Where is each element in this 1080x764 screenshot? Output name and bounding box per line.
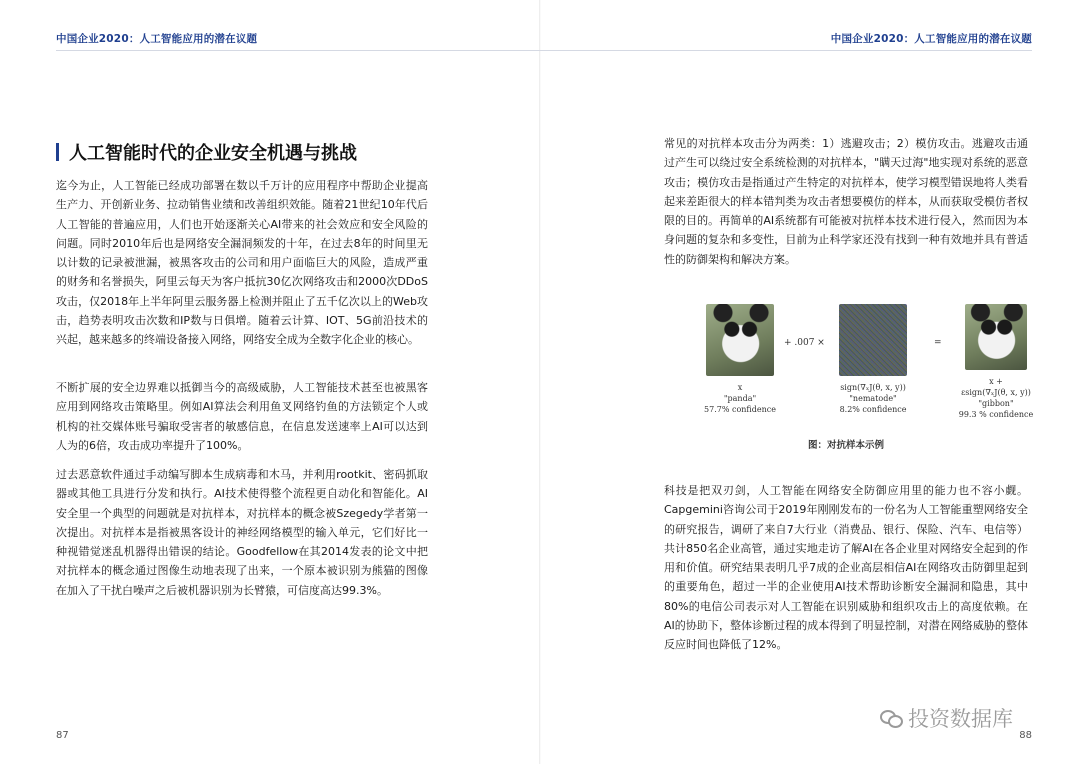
panel-math-top: x + (989, 377, 1003, 386)
header-rule (540, 50, 1032, 51)
panel-math: εsign(∇ₓJ(θ, x, y)) (961, 388, 1031, 397)
page-number-left: 87 (56, 730, 69, 741)
paragraph-threats: 不断扩展的安全边界难以抵御当今的高级威胁，人工智能技术甚至也被黑客应用到网络攻击策略里。例如AI算法会利用鱼叉网络钓鱼的方法锁定个人或机构的社交媒体账号骗取受害者的敏感信息，在信息发送速率上AI可以达到人为的6倍，攻击成功率提升了100%。 (56, 381, 428, 452)
panel-label: "panda" (723, 394, 757, 403)
panel-confidence: 99.3 % confidence (958, 410, 1034, 419)
paragraph-attack-types: 常见的对抗样本攻击分为两类：1）逃避攻击；2）模仿攻击。逃避攻击通过产生可以绕过安全系统检测的对抗样本，"瞒天过海"地实现对系统的恶意攻击；模仿攻击是指通过产生特定的对抗样本，使学习模型错误地将人类看起来差距很大的样本错判类为攻击者想要模仿的样本，从而获取受模仿者权限的目的。再简单的AI系统都有可能被对抗样本技术进行侵入，然而因为本身问题的复杂和多变性，目前为止科学家还没有找到一种有效地并具有普适性的防御架构和解决方案。 (664, 137, 1028, 266)
figure-caption: 图：对抗样本示例 (807, 440, 884, 451)
panel-label: "gibbon" (978, 399, 1014, 408)
noise-image (839, 304, 907, 376)
panel-math: sign(∇ₓJ(θ, x, y)) (840, 383, 906, 392)
watermark (880, 703, 1013, 733)
right-page (540, 0, 1080, 764)
figure-panel-panda (704, 304, 776, 415)
wechat-icon (880, 710, 902, 726)
panel-confidence: 57.7% confidence (704, 405, 776, 414)
title-accent-bar (56, 143, 59, 161)
section-title (56, 139, 357, 165)
panel-confidence: 8.2% confidence (839, 405, 907, 414)
paragraph-capgemini: 科技是把双刃剑，人工智能在网络安全防御应用里的能力也不容小觑。Capgemini咨询公司于2019年刚刚发布的一份名为人工智能重塑网络安全的研究报告，调研了来自7大行业（消费品、银行、保险、汽车、电信等）共计850名企业高管，通过实地走访了解AI在各企业里对网络安全起到的作用和价值。研究结果表明几乎7成的企业高层相信AI在网络攻击防御里起到的重要角色，超过一半的企业使用AI技术帮助诊断安全漏洞和隐患，其中80%的电信公司表示对人工智能在识别威胁和组织攻击上的高度依赖。在AI的协助下，整体诊断过程的成本得到了明显控制，对潜在网络威胁的整体反应时间也降低了12%。 (664, 484, 1028, 652)
page-number-right: 88 (1019, 730, 1032, 741)
paragraph-intro: 迄今为止，人工智能已经成功部署在数以千万计的应用程序中帮助企业提高生产力、开创新业务、拉动销售业绩和改善组织效能。随着21世纪10年代后人工智能的普遍应用，人们也开始逐渐关心AI带来的社会效应和安全风险的问题。同时2010年后也是网络安全漏洞频发的十年，在过去8年的时间里无以计数的记录被泄漏，被黑客攻击的公司和用户面临巨大的风险，造成严重的财务和名誉损失，阿里云每天为客户抵抗30亿次网络攻击和2000次DDoS攻击，仅2018年上半年阿里云服务器上检测并阻止了五千亿次以上的Web攻击，趋势表明攻击次数和IP数与日俱增。随着云计算、IOT、5G前沿技术的兴起，越来越多的终端设备接入网络，网络安全成为全数字化企业的核心。 (56, 179, 428, 347)
figure-equals: = (934, 338, 942, 348)
running-head-left: 中国企业2020：人工智能应用的潜在议题 (56, 33, 258, 45)
adversarial-panda-image (965, 304, 1027, 370)
header-rule (56, 50, 540, 51)
running-head-right: 中国企业2020：人工智能应用的潜在议题 (830, 33, 1032, 45)
panda-image (706, 304, 774, 376)
figure-panel-gibbon (948, 304, 1044, 420)
panel-label: "nematode" (849, 394, 897, 403)
paragraph-adversarial: 过去恶意软件通过手动编写脚本生成病毒和木马，并利用rootkit、密码抓取器或其他工具进行分发和执行。AI技术使得整个流程更自动化和智能化。AI安全里一个典型的问题就是对抗样本，对抗样本的概念被Szegedy学者第一次提出。对抗样本是指被黑客设计的神经网络模型的输入单元，它们好比一种视错觉迷乱机器得出错误的结论。Goodfellow在其2014发表的论文中把对抗样本的概念通过图像生动地表现了出来，一个原本被识别为熊猫的图像在加入了干扰白噪声之后被机器识别为长臂猿，可信度高达99.3%。 (56, 468, 428, 597)
figure-panel-noise (824, 304, 922, 415)
section-title-text: 人工智能时代的企业安全机遇与挑战 (69, 143, 357, 164)
panel-math: x (737, 383, 743, 392)
watermark-text: 投资数据库 (908, 707, 1013, 731)
adversarial-example-figure (704, 300, 1034, 430)
figure-multiplier: + .007 × (784, 338, 825, 348)
